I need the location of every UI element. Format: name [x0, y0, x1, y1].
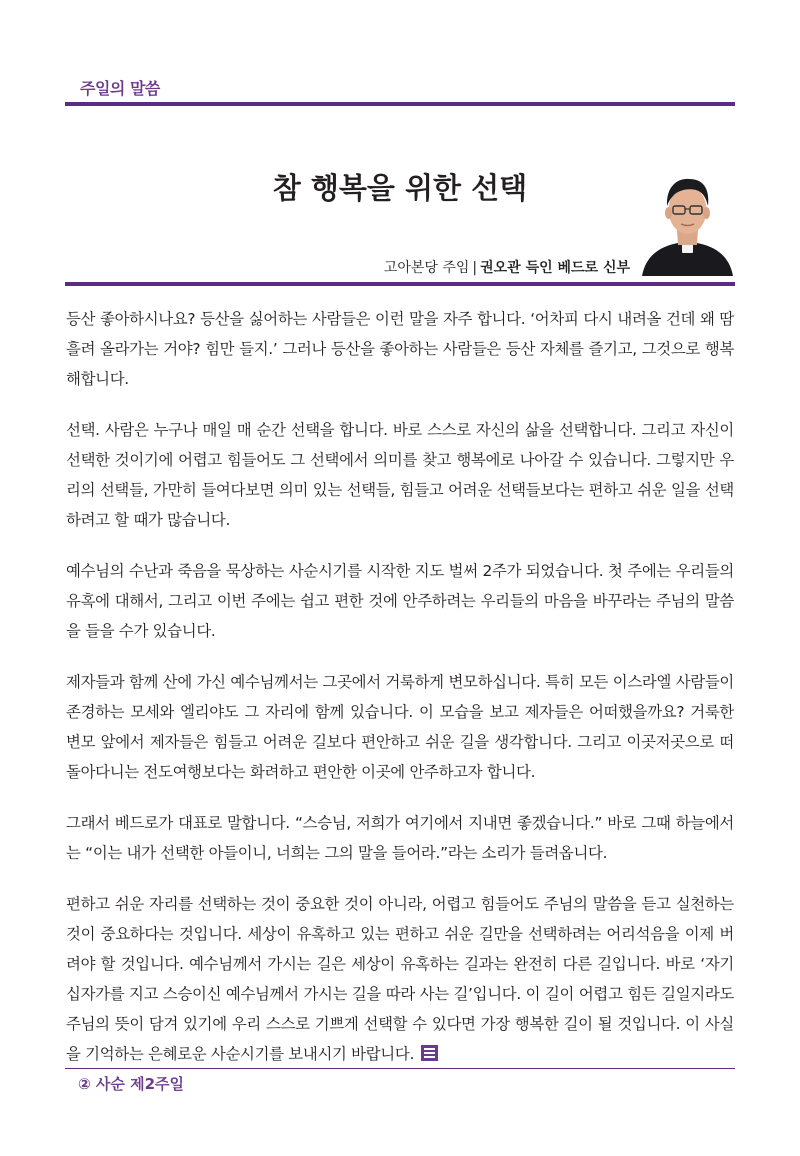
paragraph: 선택. 사람은 누구나 매일 매 순간 선택을 합니다. 바로 스스로 자신의 삶을 선택합니다. 그리고 자신이 선택한 것이기에 어렵고 힘들어도 그 선택에서 의미를 찾고 행복에로 나아갈 수 있습니다. 그렇지만 우리의 선택들, 가만히 들여다보면 의미 있는 선택들, 힘들고 어려운 선택들보다는 편하고 쉬운 일을 선택하려고 할 때가 많습니다.	[66, 421, 734, 529]
bottom-divider	[65, 1068, 735, 1069]
paragraph: 예수님의 수난과 죽음을 묵상하는 사순시기를 시작한 지도 벌써 2주가 되었습니다. 첫 주에는 우리들의 유혹에 대해서, 그리고 이번 주에는 쉽고 편한 것에 안주하려는 우리들의 마음을 바꾸라는 주님의 말씀을 들을 수가 있습니다.	[66, 562, 734, 640]
page-footer: ② 사순 제2주일	[78, 1075, 185, 1093]
byline	[384, 257, 630, 277]
title-divider	[65, 282, 735, 286]
paragraph: 등산 좋아하시나요? 등산을 싫어하는 사람들은 이런 말을 자주 합니다. ‘어차피 다시 내려올 건데 왜 땀 흘려 올라가는 거야? 힘만 들지.’ 그러나 등산을 좋아하는 사람들은 등산 자체를 즐기고, 그것으로 행복해합니다.	[66, 310, 734, 388]
paragraph-last	[66, 889, 734, 1069]
author-photo	[640, 168, 735, 276]
paragraph: 그래서 베드로가 대표로 말합니다. “스승님, 저희가 여기에서 지내면 좋겠습니다.” 바로 그때 하늘에서는 “이는 내가 선택한 아들이니, 너희는 그의 말을 들어라.”라는 소리가 들려옵니다.	[66, 814, 734, 862]
byline-separator: |	[472, 260, 478, 276]
article-title: 참 행복을 위한 선택	[272, 171, 528, 205]
article-body	[66, 304, 734, 1090]
byline-role: 고아본당 주임	[383, 260, 470, 276]
end-mark-icon	[421, 1045, 438, 1061]
paragraph: 제자들과 함께 산에 가신 예수님께서는 그곳에서 거룩하게 변모하십니다. 특히 모든 이스라엘 사람들이 존경하는 모세와 엘리야도 그 자리에 함께 있습니다. 이 모습을 보고 제자들은 어떠했을까요? 거룩한 변모 앞에서 제자들은 힘들고 어려운 길보다 편안하고 쉬운 길을 생각합니다. 그리고 이곳저곳으로 떠돌아다니는 전도여행보다는 화려하고 편안한 이곳에 안주하고자 합니다.	[66, 673, 734, 781]
byline-author: 권오관 득인 베드로 신부	[480, 260, 630, 276]
section-label: 주일의 말씀	[80, 79, 160, 98]
top-divider	[65, 102, 735, 106]
paragraph-text: 편하고 쉬운 자리를 선택하는 것이 중요한 것이 아니라, 어렵고 힘들어도 주님의 말씀을 듣고 실천하는 것이 중요하다는 것입니다. 세상이 유혹하고 있는 편하고 쉬운 길만을 선택하려는 어리석음을 이제 버려야 할 것입니다. 예수님께서 가시는 길은 세상이 유혹하는 길과는 완전히 다른 길입니다. 바로 ‘자기 십자가를 지고 스승이신 예수님께서 가시는 길을 따라 사는 길’입니다. 이 길이 어렵고 힘든 길일지라도 주님의 뜻이 담겨 있기에 우리 스스로 기쁘게 선택할 수 있다면 가장 행복한 길이 될 것입니다. 이 사실을 기억하는 은혜로운 사순시기를 보내시기 바랍니다.	[66, 895, 734, 1063]
